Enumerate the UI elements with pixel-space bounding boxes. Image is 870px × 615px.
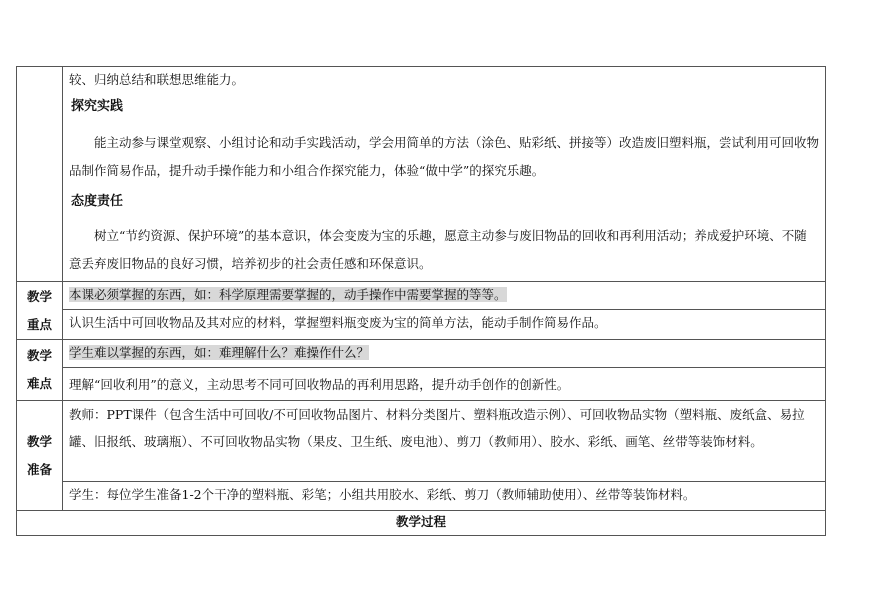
inquiry-text: 能主动参与课堂观察、小组讨论和动手实践活动，学会用简单的方法（涂色、贴彩纸、拼接等）改造废旧塑料瓶，尝试利用可回收物品制作简易作品，提升动手操作能力和小组合作探究能力，体验“做中学”的探究乐趣。 — [69, 135, 820, 178]
key-points-hint-cell — [63, 282, 826, 310]
difficulties-label-1: 教学 — [26, 348, 52, 363]
objectives-label-cell — [17, 67, 63, 282]
preparation-teacher-cell — [63, 401, 826, 482]
lesson-plan-table — [16, 66, 826, 536]
preparation-student-cell — [63, 482, 826, 511]
attitude-text: 树立“节约资源、保护环境”的基本意识，体会变废为宝的乐趣，愿意主动参与废旧物品的回收和再利用活动；养成爱护环境、不随意丢弃废旧物品的良好习惯，培养初步的社会责任感和环保意识。 — [69, 228, 807, 271]
process-title: 教学过程 — [395, 514, 446, 529]
objectives-content-cell — [63, 67, 826, 282]
preparation-student: 学生：每位学生准备1-2个干净的塑料瓶、彩笔；小组共用胶水、彩纸、剪刀（教师辅助使用）、丝带等装饰材料。 — [69, 487, 696, 502]
objectives-row — [17, 67, 826, 282]
objectives-line-top: 较、归纳总结和联想思维能力。 — [69, 72, 245, 87]
difficulties-text: 理解“回收利用”的意义，主动思考不同可回收物品的再利用思路，提升动手创作的创新性。 — [69, 377, 570, 392]
key-points-row-text — [17, 310, 826, 340]
difficulties-row-hint — [17, 340, 826, 368]
inquiry-heading: 探究实践 — [71, 99, 124, 114]
key-points-label-1: 教学 — [26, 288, 52, 304]
preparation-teacher: 教师：PPT课件（包含生活中可回收/不可回收物品图片、材料分类图片、塑料瓶改造示例）、可回收物品实物（塑料瓶、废纸盒、易拉罐、旧报纸、玻璃瓶）、不可回收物品实物（果皮、卫生纸、废电池）、剪刀（教师用）、胶水、彩纸、画笔、丝带等装饰材料。 — [69, 407, 805, 449]
preparation-row-teacher — [17, 401, 826, 482]
difficulties-row-text — [17, 368, 826, 401]
process-title-cell — [17, 511, 826, 536]
difficulties-label-cell — [17, 340, 63, 401]
key-points-text: 认识生活中可回收物品及其对应的材料，掌握塑料瓶变废为宝的简单方法，能动手制作简易作品。 — [69, 315, 607, 330]
difficulties-label-2: 难点 — [26, 376, 52, 391]
difficulties-text-cell — [63, 368, 826, 401]
preparation-label-1: 教学 — [26, 433, 52, 449]
key-points-label-cell — [17, 282, 63, 340]
key-points-label-2: 重点 — [26, 316, 52, 332]
preparation-row-student — [17, 482, 826, 511]
process-row — [17, 511, 826, 536]
preparation-label-cell — [17, 401, 63, 511]
key-points-hint: 本课必须掌握的东西，如：科学原理需要掌握的，动手操作中需要掌握的等等。 — [69, 287, 507, 302]
difficulties-hint-cell — [63, 340, 826, 368]
preparation-label-2: 准备 — [26, 461, 52, 477]
key-points-row-hint — [17, 282, 826, 310]
key-points-text-cell — [63, 310, 826, 340]
attitude-heading: 态度责任 — [71, 194, 124, 209]
difficulties-hint: 学生难以掌握的东西，如：难理解什么？难操作什么？ — [69, 345, 370, 360]
